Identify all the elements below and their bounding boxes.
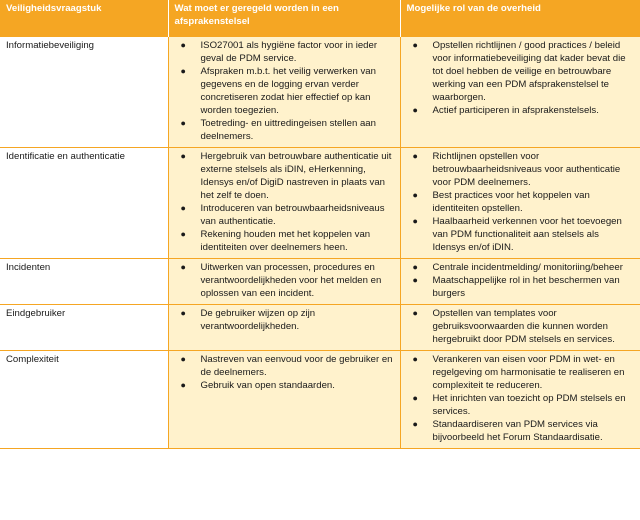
header-rol-overheid: Mogelijke rol van de overheid bbox=[400, 0, 640, 37]
bullet-icon: ● bbox=[180, 151, 186, 161]
list-item-text: Richtlijnen opstellen voor betrouwbaarheidsniveaus voor authenticatie voor PDM deelnemers. bbox=[432, 151, 621, 188]
list-item-text: Standaardiseren van PDM services via bijvoorbeeld het Forum Standaardisatie. bbox=[432, 419, 603, 443]
bullet-icon: ● bbox=[412, 262, 418, 272]
list-item-text: Actief participeren in afsprakenstelsels. bbox=[432, 105, 599, 116]
bullet-list bbox=[175, 261, 394, 300]
bullet-icon: ● bbox=[412, 354, 418, 364]
list-item-text: Haalbaarheid verkennen voor het toevoegen van PDM functionaliteit aan stelsels als Idensys en/of iDIN. bbox=[432, 216, 622, 253]
list-item bbox=[407, 39, 635, 104]
bullet-icon: ● bbox=[412, 275, 418, 285]
list-item bbox=[175, 261, 394, 300]
list-item bbox=[407, 215, 635, 254]
bullet-icon: ● bbox=[180, 380, 186, 390]
table-row bbox=[0, 259, 640, 305]
list-item-text: Centrale incidentmelding/ monitoriing/beheer bbox=[432, 262, 623, 273]
bullet-icon: ● bbox=[412, 393, 418, 403]
list-item-text: Introduceren van betrouwbaarheidsniveaus van authenticatie. bbox=[200, 203, 385, 227]
list-item-text: Opstellen van templates voor gebruiksvoorwaarden die kunnen worden hergebruikt door PDM stelsels en services. bbox=[432, 308, 615, 345]
topic-cell: Eindgebruiker bbox=[0, 305, 168, 351]
list-item-text: Opstellen richtlijnen / good practices / beleid voor informatiebeveiliging dat kader bevat die tot doel hebben de veilige en betrouwbare werking van een PDM afsprakenstelsel te waarborgen. bbox=[432, 40, 626, 103]
topic-cell: Complexiteit bbox=[0, 351, 168, 449]
bullet-list bbox=[407, 261, 635, 300]
list-item bbox=[175, 228, 394, 254]
bullet-icon: ● bbox=[180, 308, 186, 318]
bullet-list bbox=[175, 150, 394, 254]
overheid-cell bbox=[400, 148, 640, 259]
overheid-cell bbox=[400, 37, 640, 148]
overheid-cell bbox=[400, 305, 640, 351]
list-item-text: Best practices voor het koppelen van identiteiten opstellen. bbox=[432, 190, 590, 214]
bullet-list bbox=[175, 307, 394, 333]
topic-cell: Incidenten bbox=[0, 259, 168, 305]
list-item bbox=[175, 379, 394, 392]
list-item bbox=[175, 202, 394, 228]
table-body bbox=[0, 37, 640, 449]
table-row bbox=[0, 148, 640, 259]
list-item-text: Toetreding- en uittredingeisen stellen aan deelnemers. bbox=[200, 118, 376, 142]
regelen-cell bbox=[168, 351, 400, 449]
list-item bbox=[407, 353, 635, 392]
bullet-icon: ● bbox=[180, 262, 186, 272]
list-item bbox=[407, 104, 635, 117]
bullet-icon: ● bbox=[412, 216, 418, 226]
list-item-text: Afspraken m.b.t. het veilig verwerken van gegevens en de logging ervan verder concretiseren zodat hier effectief op kan worden toegezien. bbox=[200, 66, 376, 116]
bullet-icon: ● bbox=[180, 203, 186, 213]
bullet-icon: ● bbox=[412, 40, 418, 50]
bullet-icon: ● bbox=[412, 105, 418, 115]
regelen-cell bbox=[168, 305, 400, 351]
bullet-list bbox=[407, 150, 635, 254]
list-item bbox=[407, 150, 635, 189]
list-item-text: Het inrichten van toezicht op PDM stelsels en services. bbox=[432, 393, 626, 417]
table-row bbox=[0, 351, 640, 449]
list-item bbox=[407, 274, 635, 300]
bullet-icon: ● bbox=[180, 229, 186, 239]
list-item-text: ISO27001 als hygiëne factor voor in ieder geval de PDM service. bbox=[200, 40, 378, 64]
bullet-list bbox=[175, 353, 394, 392]
list-item-text: Gebruik van open standaarden. bbox=[200, 380, 335, 391]
list-item-text: Verankeren van eisen voor PDM in wet- en regelgeving om harmonisatie te realiseren en complexiteit te reduceren. bbox=[432, 354, 625, 391]
header-veiligheidsvraagstuk: Veiligheidsvraagstuk bbox=[0, 0, 168, 37]
list-item-text: Nastreven van eenvoud voor de gebruiker en de deelnemers. bbox=[200, 354, 393, 378]
list-item-text: Maatschappelijke rol in het beschermen van burgers bbox=[432, 275, 620, 299]
bullet-icon: ● bbox=[180, 40, 186, 50]
bullet-icon: ● bbox=[412, 151, 418, 161]
bullet-icon: ● bbox=[412, 419, 418, 429]
bullet-list bbox=[407, 353, 635, 444]
overheid-cell bbox=[400, 351, 640, 449]
bullet-list bbox=[175, 39, 394, 143]
list-item-text: Uitwerken van processen, procedures en verantwoordelijkheden voor het melden en oplossen van een incident. bbox=[200, 262, 382, 299]
regelen-cell bbox=[168, 148, 400, 259]
list-item bbox=[407, 307, 635, 346]
list-item-text: De gebruiker wijzen op zijn verantwoordelijkheden. bbox=[200, 308, 316, 332]
overheid-cell bbox=[400, 259, 640, 305]
list-item-text: Rekening houden met het koppelen van identiteiten over deelnemers heen. bbox=[200, 229, 371, 253]
table-row bbox=[0, 37, 640, 148]
list-item bbox=[407, 392, 635, 418]
list-item bbox=[407, 418, 635, 444]
list-item bbox=[175, 65, 394, 117]
list-item bbox=[175, 39, 394, 65]
list-item bbox=[407, 189, 635, 215]
list-item bbox=[175, 117, 394, 143]
topic-cell: Identificatie en authenticatie bbox=[0, 148, 168, 259]
bullet-icon: ● bbox=[180, 354, 186, 364]
list-item bbox=[175, 307, 394, 333]
regelen-cell bbox=[168, 259, 400, 305]
bullet-list bbox=[407, 307, 635, 346]
regelen-cell bbox=[168, 37, 400, 148]
header-wat-geregeld: Wat moet er geregeld worden in een afsprakenstelsel bbox=[168, 0, 400, 37]
bullet-icon: ● bbox=[412, 308, 418, 318]
list-item bbox=[407, 261, 635, 274]
bullet-icon: ● bbox=[180, 66, 186, 76]
bullet-icon: ● bbox=[412, 190, 418, 200]
table-row bbox=[0, 305, 640, 351]
list-item-text: Hergebruik van betrouwbare authenticatie uit externe stelsels als iDIN, eHerkenning, Idensys en/of DigiD nastreven in plaats van het zelf te doen. bbox=[200, 151, 392, 201]
bullet-list bbox=[407, 39, 635, 117]
bullet-icon: ● bbox=[180, 118, 186, 128]
list-item bbox=[175, 150, 394, 202]
table-header bbox=[0, 0, 640, 37]
topic-cell: Informatiebeveiliging bbox=[0, 37, 168, 148]
list-item bbox=[175, 353, 394, 379]
